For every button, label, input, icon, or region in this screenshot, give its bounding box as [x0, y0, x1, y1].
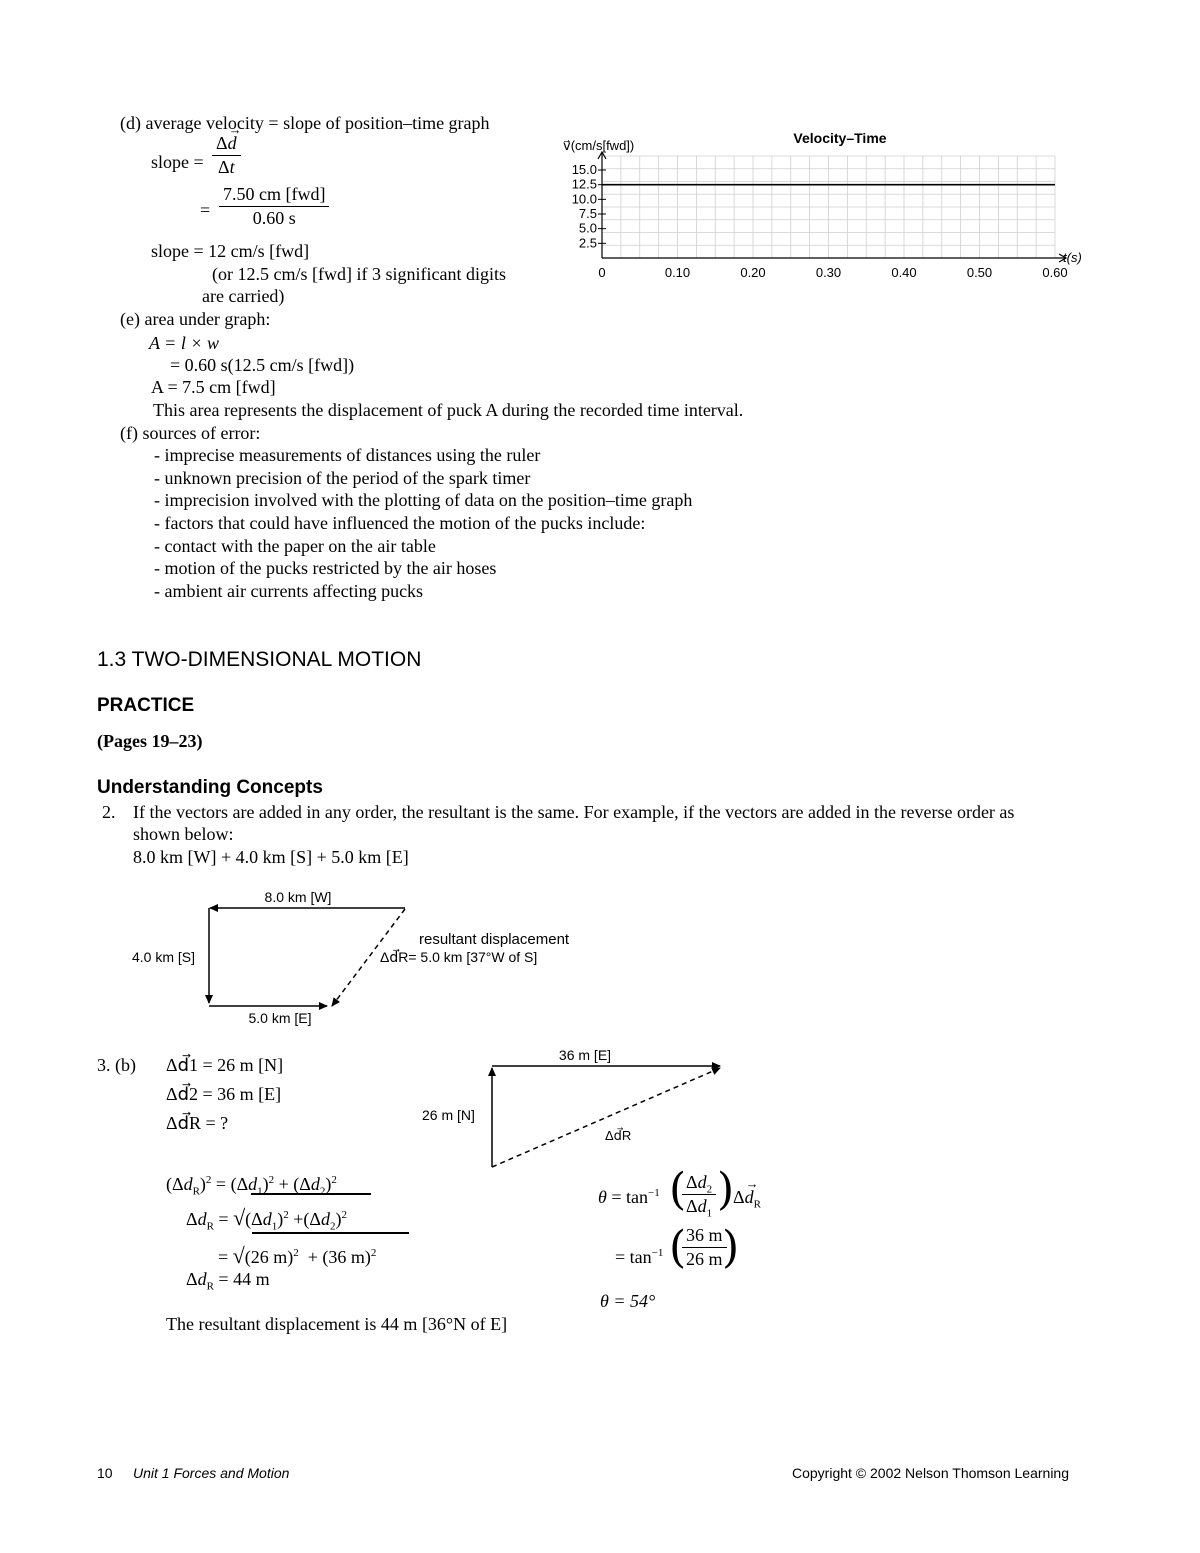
q3-conclusion: The resultant displacement is 44 m [36°N of E] — [166, 1314, 508, 1334]
q3-given-1: Δd⃗1 = 26 m [N] — [166, 1055, 284, 1075]
x-tick-label: 0 — [598, 265, 606, 280]
slope-fraction-den: Δt — [217, 156, 235, 177]
theta-eq-2: = $\tan^{-1}$ — [615, 1247, 664, 1267]
sqrt-bar-1 — [251, 1193, 371, 1195]
area-formula: A = l × w — [149, 333, 219, 353]
area-result: A = 7.5 cm [fwd] — [151, 377, 276, 397]
eq-pythagoras: $(\Delta d_R)^2 = (\Delta d_1)^2 + (\Delta d_2)^2$ — [166, 1174, 337, 1198]
slope-fraction-num: Δ→ d — [212, 134, 241, 156]
q3-number: 3. (b) — [97, 1055, 136, 1075]
error-item: - contact with the paper on the air table — [154, 536, 436, 556]
eq-sqrt-numeric: = √(26 m)$^2$ + (36 m)$^2$ — [218, 1243, 377, 1268]
y-tick-label: 10.0 — [571, 191, 597, 207]
practice-heading: PRACTICE — [97, 695, 195, 716]
paren-left-1: ( — [669, 1164, 687, 1215]
label-resultant-2: Δd⃗R= 5.0 km [37°W of S] — [380, 949, 538, 965]
paren-left-2: ( — [669, 1222, 687, 1273]
slope-values-den: 0.60 s — [252, 207, 296, 228]
error-item: - unknown precision of the period of the spark timer — [154, 468, 531, 488]
sqrt-bar-2 — [252, 1232, 409, 1234]
q3-given-2: Δd⃗2 = 36 m [E] — [166, 1084, 282, 1104]
q2-text-1: If the vectors are added in any order, the resultant is the same. For example, if the vectors are added in the reverse order as — [133, 802, 1015, 822]
x-tick-label: 0.50 — [966, 265, 993, 280]
theta-vector-dr: $\Delta\to d_R$ — [733, 1188, 761, 1206]
q2-text-2: shown below: — [133, 824, 234, 844]
y-tick-label: 2.5 — [578, 235, 597, 251]
eq-sign-2: = — [200, 200, 211, 220]
slope-values-num: 7.50 cm [fwd] — [219, 185, 329, 207]
label-36m: 36 m [E] — [558, 1047, 612, 1063]
eq-result: $\Delta d_R = 44$ m — [186, 1269, 270, 1293]
label-east: 5.0 km [E] — [248, 1010, 312, 1026]
slope-note-2: are carried) — [202, 286, 285, 306]
part-e-intro: (e) area under graph: — [120, 309, 271, 329]
slope-values-fraction — [219, 185, 329, 228]
q2-text-3: 8.0 km [W] + 4.0 km [S] + 5.0 km [E] — [133, 847, 409, 867]
label-south: 4.0 km [S] — [132, 949, 196, 965]
vector-addition-diagram — [120, 880, 620, 1030]
x-tick-label: 0.30 — [815, 265, 842, 280]
slope-fraction — [212, 134, 241, 177]
paren-right-2: ) — [722, 1222, 740, 1273]
slope-label: slope = — [151, 152, 204, 172]
y-tick-label: 7.5 — [578, 206, 597, 221]
x-tick-label: 0.20 — [740, 265, 766, 280]
chart-title: Velocity–Time — [793, 130, 887, 146]
chart-x-axis-label: t(s) — [1063, 250, 1082, 265]
footer-page-number: 10 — [97, 1465, 113, 1481]
chart-grid — [602, 156, 1055, 258]
area-meaning: This area represents the displacement of puck A during the recorded time interval. — [153, 400, 744, 420]
pages-reference: (Pages 19–23) — [97, 731, 203, 751]
theta-fraction-1: $\frac{\Delta d_2}{\Delta d_1}$ — [682, 1173, 716, 1216]
label-26m: 26 m [N] — [422, 1107, 475, 1123]
theta-eq-1: $\theta = \tan^{-1}$ — [598, 1187, 660, 1207]
label-west: 8.0 km [W] — [264, 889, 332, 905]
part-d-intro: (d) average velocity = slope of position–time graph — [120, 113, 490, 133]
y-tick-label: 15.0 — [571, 162, 597, 177]
error-item: - imprecise measurements of distances using the ruler — [154, 445, 541, 465]
vector-resultant-3 — [492, 1068, 720, 1167]
footer-unit: Unit 1 Forces and Motion — [133, 1465, 290, 1481]
paren-right-1: ) — [717, 1164, 735, 1215]
error-item: - motion of the pucks restricted by the air hoses — [154, 558, 497, 578]
footer-copyright: Copyright © 2002 Nelson Thomson Learning — [792, 1465, 1069, 1481]
velocity-time-chart — [555, 125, 1100, 285]
section-heading: 1.3 TWO-DIMENSIONAL MOTION — [97, 648, 422, 671]
q2-number: 2. — [102, 802, 116, 822]
x-tick-label: 0.10 — [664, 265, 691, 280]
label-dr: Δd⃗R — [605, 1128, 632, 1143]
slope-note-1: (or 12.5 cm/s [fwd] if 3 significant digits — [212, 264, 506, 284]
chart-y-axis-label: v⃗(cm/s[fwd]) — [563, 138, 635, 153]
label-resultant-1: resultant displacement — [419, 931, 570, 948]
error-item: - imprecision involved with the plotting of data on the position–time graph — [154, 490, 693, 510]
triangle-diagram — [415, 1040, 735, 1175]
x-tick-label: 0.60 — [1042, 265, 1068, 280]
y-tick-label: 5.0 — [578, 220, 597, 236]
error-item: - factors that could have influenced the motion of the pucks include: — [154, 513, 646, 533]
q3-given-3: Δd⃗R = ? — [166, 1113, 229, 1133]
theta-result: θ = 54° — [600, 1291, 656, 1311]
subheading: Understanding Concepts — [97, 777, 323, 798]
theta-fraction-2: $\frac{36 m}{26 m}$ — [682, 1226, 727, 1269]
area-substitution: = 0.60 s(12.5 cm/s [fwd]) — [170, 355, 355, 375]
chart-ticks — [572, 162, 1068, 280]
x-tick-label: 0.40 — [891, 265, 917, 280]
error-item: - ambient air currents affecting pucks — [154, 581, 424, 601]
eq-sqrt-symbolic: $\Delta d_R = √(\Delta d_1)^2 +(\Delta d_2)^2$ — [186, 1205, 347, 1233]
part-f-intro: (f) sources of error: — [120, 423, 261, 443]
y-tick-label: 12.5 — [571, 176, 597, 192]
slope-result: slope = 12 cm/s [fwd] — [151, 241, 310, 261]
